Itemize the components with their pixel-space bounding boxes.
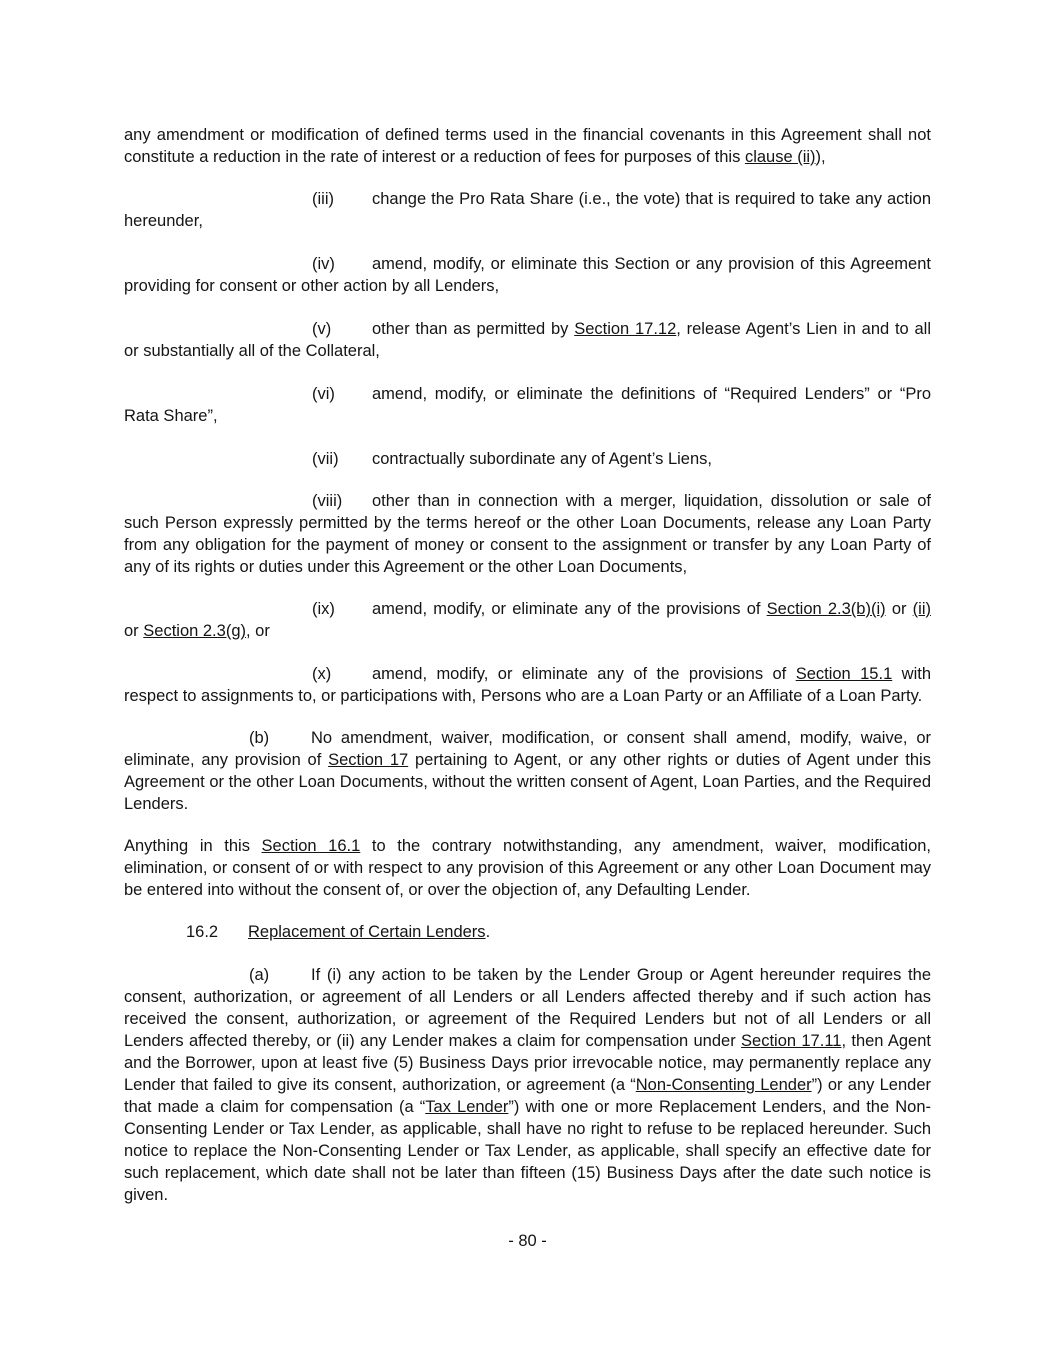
section-17-reference: Section 17 [328,751,409,769]
clause-number: (v) [312,320,332,338]
clause-text: amend, modify, or eliminate this Section or any provision of this Agreement providing for consent or other action by all Lenders, [124,255,931,295]
clause-text: amend, modify, or eliminate the definitions of “Required Lenders” or “Pro Rata Share”, [124,385,931,425]
heading-period: . [485,923,491,941]
clause-iv [124,253,931,297]
clause-text: other than as permitted by [372,320,575,338]
clause-text: amend, modify, or eliminate any of the provisions of [372,600,767,618]
clause-text: If (i) any action to be taken by the Lender Group or Agent hereunder requires the consent, authorization, or agreement of all Lenders or all Lenders affected thereby and if such action has received the consent, authorization, or agreement of the Required Lenders but not of all Lenders or all Lenders affected thereby, or (ii) any Lender makes a claim for compensation under [124,966,931,1050]
clause-text: change the Pro Rata Share (i.e., the vote) that is required to take any action hereunder, [124,190,931,230]
clause-text: contractually subordinate any of Agent’s Liens, [372,450,712,468]
paragraph-continuation [124,124,931,168]
clause-ii-reference: clause (ii) [744,148,816,166]
clause-text: , then Agent and the Borrower, upon at least five (5) Business Days prior irrevocable notice, may permanently replace any Lender that failed to give its consent, authorization, or agreement (a “ [124,1032,931,1094]
clause-iii [124,188,931,232]
anything-paragraph [124,835,931,901]
clause-number: (x) [312,665,332,683]
clause-text: ”) or any Lender that made a claim for compensation (a “ [124,1076,932,1116]
section-heading [124,921,931,943]
tax-lender-term: Tax Lender [425,1098,509,1116]
clause-ii-reference: (ii) [912,600,931,618]
clause-text: No amendment, waiver, modification, or consent shall amend, modify, waive, or eliminate, any provision of [124,729,931,769]
page-number: - 80 - [508,1232,547,1250]
clause-ix [124,598,931,642]
clause-text: with respect to assignments to, or participations with, Persons who are a Loan Party or an Affiliate of a Loan Party. [124,665,931,705]
clause-text: pertaining to Agent, or any other rights or duties of Agent under this Agreement or the other Loan Documents, without the written consent of Agent, Loan Parties, and the Required Lenders. [124,751,931,813]
section-2-3-b-i-reference: Section 2.3(b)(i) [766,600,886,618]
clause-number: (ix) [312,600,335,618]
text: any amendment or modification of defined terms used in the financial covenants in this Agreement shall not constitute a reduction in the rate of interest or a reduction of fees for purposes of this [124,126,931,166]
clause-text: other than in connection with a merger, liquidation, dissolution or sale of such Person expressly permitted by the terms hereof or the other Loan Documents, release any Loan Party from any obligation for the payment of money or consent to the assignment or transfer by any Loan Party of any of its rights or duties under this Agreement or the other Loan Documents, [124,492,931,576]
clause-text: amend, modify, or eliminate any of the provisions of [372,665,796,683]
clause-number: (iv) [312,255,335,273]
document-body [124,124,931,1206]
section-title: Replacement of Certain Lenders [248,923,486,941]
clause-viii [124,490,931,578]
clause-number: (vi) [312,385,335,403]
clause-text: or [124,622,144,640]
clause-number: (viii) [312,492,343,510]
clause-vii [124,448,931,470]
clause-number: (iii) [312,190,334,208]
clause-letter: (a) [249,966,270,984]
clause-letter: (b) [249,729,270,747]
section-2-3-g-reference: Section 2.3(g) [143,622,246,640]
section-15-1-reference: Section 15.1 [795,665,893,683]
clause-x [124,663,931,707]
clause-vi [124,383,931,427]
clause-b [124,727,931,815]
text: Anything in this [124,837,262,855]
text: ), [815,148,826,166]
clause-text: , release Agent’s Lien in and to all or substantially all of the Collateral, [124,320,931,360]
non-consenting-lender-term: Non-Consenting Lender [635,1076,812,1094]
clause-a [124,964,931,1206]
section-number: 16.2 [186,923,219,941]
section-16-1-reference: Section 16.1 [261,837,361,855]
section-17-12-reference: Section 17.12 [574,320,677,338]
text: to the contrary notwithstanding, any amendment, waiver, modification, elimination, or consent of or with respect to any provision of this Agreement or any other Loan Document may be entered into without the consent of, or over the objection of, any Defaulting Lender. [124,837,932,899]
clause-number: (vii) [312,450,339,468]
clause-text: ”) with one or more Replacement Lenders, and the Non-Consenting Lender or Tax Lender, as applicable, shall have no right to refuse to be replaced hereunder. Such notice to replace the Non-Consenting Lender or Tax Lender, as applicable, shall specify an effective date for such replacement, which date shall not be later than fifteen (15) Business Days after the date such notice is given. [124,1098,932,1204]
clause-text: or [885,600,913,618]
clause-v [124,318,931,362]
section-17-11-reference: Section 17.11 [741,1032,842,1050]
clause-text: , or [246,622,270,640]
